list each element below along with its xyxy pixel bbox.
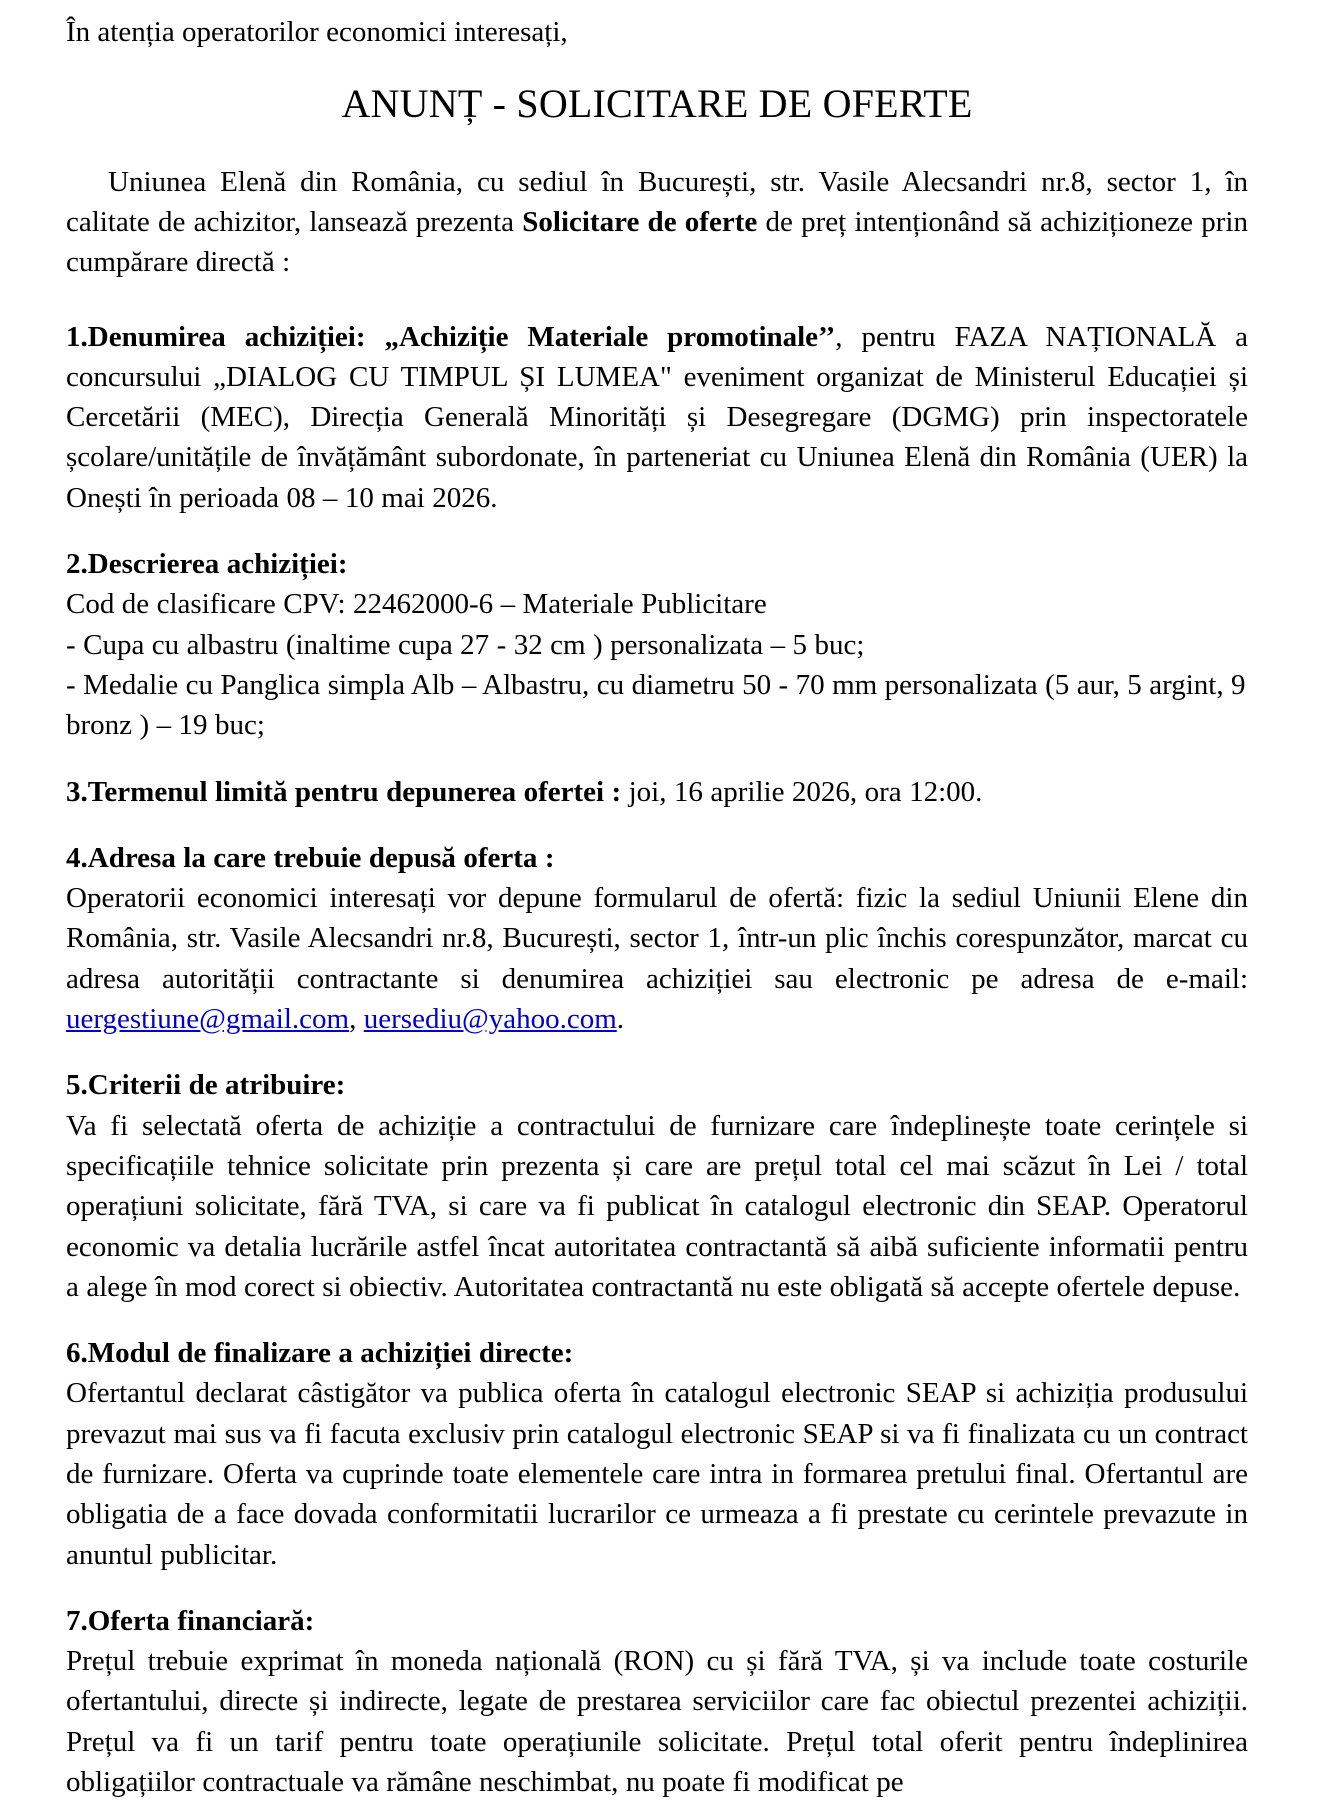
email-link-sediu[interactable]: uersediu@yahoo.com <box>363 1003 617 1036</box>
section-6-number: 6. <box>66 1337 88 1370</box>
section-2-heading: Descrierea achiziției: <box>87 548 348 581</box>
section-1-heading: Denumirea achiziției: „Achiziție Materiale promotinale’’ <box>87 320 836 353</box>
section-2-heading-line <box>66 544 1248 584</box>
section-5-number: 5. <box>66 1069 88 1102</box>
section-4-number: 4. <box>66 841 88 874</box>
intro-paragraph <box>66 162 1248 283</box>
section-3-paragraph <box>66 772 1248 812</box>
section-5-body: Va fi selectată oferta de achiziție a contractului de furnizare care îndeplinește toate cerințele si specificațiile tehnice solicitate prin prezenta și care are prețul total cel mai scăzut în Lei / total operațiuni solicitate, fără TVA, si care va fi publicat în catalogul electronic din SEAP. Operatorul economic va detalia lucrările astfel încat autoritatea contractantă să aibă suficiente informatii pentru a alege în mod corect si obiectiv. Autoritatea contractantă nu este obligată să accepte ofertele depuse. <box>66 1109 1248 1303</box>
intro-text-part2: de preț intenționând să achiziționeze prin cumpărare directă : <box>66 205 1248 279</box>
attention-line: În atenția operatorilor economici interesați, <box>66 16 568 48</box>
page-title: ANUNȚ - SOLICITARE DE OFERTE <box>341 80 973 126</box>
email-link-gestiune[interactable]: uergestiune@gmail.com <box>66 1003 350 1036</box>
email-separator: , <box>349 1003 364 1036</box>
section-7 <box>66 1601 1248 1802</box>
section-1-number: 1. <box>66 320 88 353</box>
section-2 <box>66 544 1248 745</box>
section-1-paragraph <box>66 317 1248 518</box>
intro-emphasis: Solicitare de oferte <box>522 205 758 238</box>
section-1-body: , pentru FAZA NAȚIONALĂ a concursului „DIALOG CU TIMPUL ȘI LUMEA" eveniment organizat de Ministerul Educației și Cercetării (MEC), Direcția Generală Minorități și Desegregare (DGMG) prin inspectoratele școlare/unitățile de învățământ subordonate, în parteneriat cu Uniunea Elenă din România (UER) la Onești în perioada 08 – 10 mai 2026. <box>66 320 1249 514</box>
section-2-line-3: - Medalie cu Panglica simpla Alb – Albastru, cu diametru 50 - 70 mm personalizata (5 aur, 5 argint, 9 bronz ) – 19 buc; <box>66 668 1246 742</box>
section-5-heading-line <box>66 1065 1248 1105</box>
section-7-heading-line <box>66 1601 1248 1641</box>
section-4-heading-line <box>66 838 1248 878</box>
section-2-line-1: Cod de clasificare CPV: 22462000-6 – Materiale Publicitare <box>66 588 767 621</box>
section-4 <box>66 838 1248 1039</box>
section-3-heading: Termenul limită pentru depunerea ofertei : <box>87 775 622 808</box>
section-7-heading: Oferta financiară: <box>87 1604 315 1637</box>
section-5-heading: Criterii de atribuire: <box>87 1069 346 1102</box>
section-3 <box>66 772 1248 812</box>
section-6-heading-line <box>66 1333 1248 1373</box>
section-4-heading: Adresa la care trebuie depusă oferta : <box>87 841 555 874</box>
section-6 <box>66 1333 1248 1575</box>
section-7-number: 7. <box>66 1604 88 1637</box>
section-3-body: joi, 16 aprilie 2026, ora 12:00. <box>621 775 983 808</box>
section-6-heading: Modul de finalizare a achiziției directe: <box>87 1337 574 1370</box>
section-1 <box>66 317 1248 518</box>
section-4-paragraph <box>66 878 1248 1039</box>
section-2-line-2: - Cupa cu albastru (inaltime cupa 27 - 32 cm ) personalizata – 5 buc; <box>66 628 865 661</box>
intro-text-part1: Uniunea Elenă din România, cu sediul în București, str. Vasile Alecsandri nr.8, sector 1, în calitate de achizitor, lansează prezenta <box>66 165 1248 238</box>
section-3-number: 3. <box>66 775 88 808</box>
section-4-body-after-emails: . <box>616 1003 625 1036</box>
section-4-body-before-emails: Operatorii economici interesați vor depune formularul de ofertă: fizic la sediul Uniunii Elene din România, str. Vasile Alecsandri nr.8, București, sector 1, într-un plic închis corespunzător, marcat cu adresa autorității contractante si denumirea achiziției sau electronic pe adresa de e-mail: <box>66 882 1248 995</box>
section-2-number: 2. <box>66 548 88 581</box>
section-7-body: Prețul trebuie exprimat în moneda națională (RON) cu și fără TVA, și va include toate costurile ofertantului, directe și indirecte, legate de prestarea serviciilor care fac obiectul prezentei achiziții. Prețul va fi un tarif pentru toate operațiunile solicitate. Prețul total oferit pentru îndeplinirea obligațiilor contractuale va rămâne neschimbat, nu poate fi modificat pe <box>66 1645 1248 1799</box>
section-5 <box>66 1065 1248 1307</box>
section-6-body: Ofertantul declarat câstigător va publica oferta în catalogul electronic SEAP si achiziția produsului prevazut mai sus va fi facuta exclusiv prin catalogul electronic SEAP si va fi finalizata cu un contract de furnizare. Oferta va cuprinde toate elementele care intra in formarea pretului final. Ofertantul are obligatia de a face dovada conformitatii lucrarilor ce urmeaza a fi prestate cu cerintele prevazute in anuntul publicitar. <box>66 1377 1248 1571</box>
